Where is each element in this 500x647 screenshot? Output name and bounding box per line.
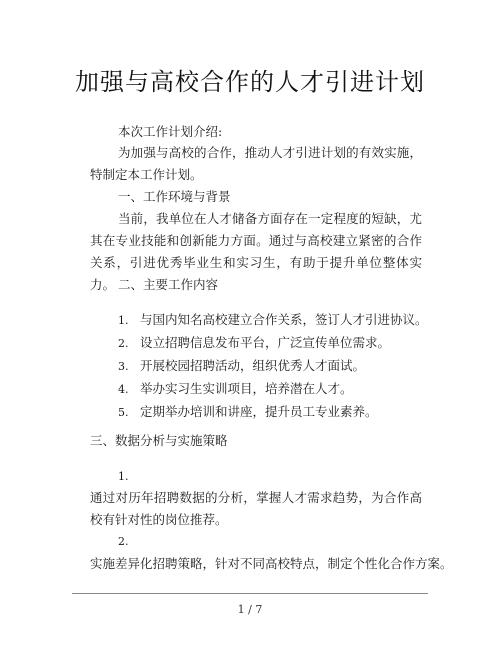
section-heading-background: 一、工作环境与背景 <box>118 189 231 204</box>
list-item-text: 开展校园招聘活动，组织优秀人才面试。 <box>140 358 366 373</box>
strategy-number: 1. <box>118 470 129 483</box>
section-heading-strategy: 三、数据分析与实施策略 <box>90 433 228 448</box>
list-item-number: 5. <box>118 406 129 419</box>
strategy-paragraph: 通过对历年招聘数据的分析，掌握人才需求趋势，为合作高校有针对性的岗位推荐。 <box>90 490 422 527</box>
list-item-text: 与国内知名高校建立合作关系，签订人才引进协议。 <box>140 312 428 327</box>
list-item <box>118 308 428 331</box>
list-item <box>118 354 428 377</box>
list-item-text: 设立招聘信息发布平台，广泛宣传单位需求。 <box>140 335 391 350</box>
list-item-text: 定期举办培训和讲座，提升员工专业素养。 <box>140 404 378 419</box>
page-indicator: 1 / 7 <box>237 603 263 616</box>
intro-label: 本次工作计划介绍: <box>118 124 223 139</box>
strategy-paragraph: 实施差异化招聘策略，针对不同高校特点，制定个性化合作方案。 <box>90 556 453 571</box>
list-item <box>118 400 428 423</box>
intro-paragraph: 为加强与高校的合作，推动人才引进计划的有效实施，特制定本工作计划。 <box>90 145 422 182</box>
list-item <box>118 377 428 400</box>
background-paragraph: 当前，我单位在人才储备方面存在一定程度的短缺，尤其在专业技能和创新能力方面。通过与高校建立紧密的合作关系，引进优秀毕业生和实习生，有助于提升单位整体实力。 <box>90 211 422 292</box>
footer-divider <box>72 593 428 594</box>
document-title: 加强与高校合作的人才引进计划 <box>75 68 425 96</box>
task-list <box>118 308 428 423</box>
strategy-number: 2. <box>118 535 129 548</box>
list-item-text: 举办实习生实训项目，培养潜在人才。 <box>140 381 353 396</box>
list-item-number: 3. <box>118 360 129 373</box>
section-heading-main-work: 二、主要工作内容 <box>118 277 219 292</box>
list-item <box>118 331 428 354</box>
list-item-number: 2. <box>118 337 129 350</box>
list-item-number: 4. <box>118 383 129 396</box>
list-item-number: 1. <box>118 314 129 327</box>
